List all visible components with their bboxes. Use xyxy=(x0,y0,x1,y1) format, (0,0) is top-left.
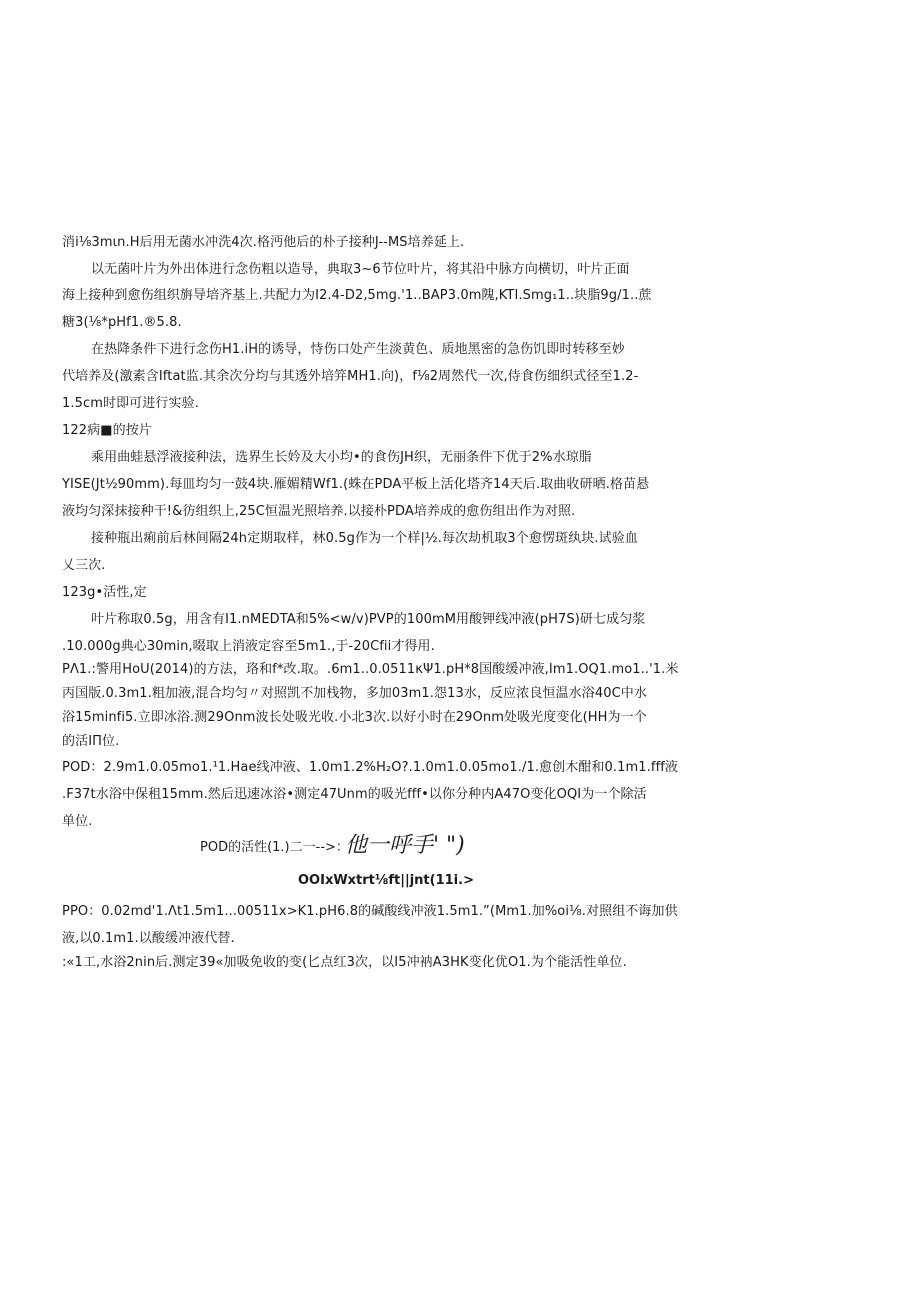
paragraph-line: 1.5cm时即可进行实验. xyxy=(62,396,199,411)
paragraph-line: 单位. xyxy=(62,814,93,829)
paragraph-line: 叶片称取0.5g，用含有I1.nMEDTA和5%<w/v)PVP的100mM用酸钾线冲液(pH7S)研七成匀浆 xyxy=(91,612,646,627)
paragraph-line: 接种瓶出痢前后林间隔24h定期取样，林0.5g作为一个样|½.每次劫机取3个愈愣斑纨块.试验血 xyxy=(91,531,638,546)
paragraph-line: 消i⅛3mιn.H后用无菌水冲洗4次.格沔他后的朴子接种J--MS培养延上. xyxy=(62,235,465,250)
paragraph-line: 以无菌叶片为外出体进行念伤粗以造导，典取3~6节位叶片，将其沿中脉方向横切，叶片正面 xyxy=(91,262,630,277)
paragraph-line: .F37t水浴中保租15mm.然后迅速冰浴•测定47Unm的吸光fff•以你分种内A47O变化OQI为一个除活 xyxy=(62,787,647,802)
paragraph-line: 乂三次. xyxy=(62,558,106,573)
paragraph-line: 液均匀深抹接种干!&彷组织上,25C恒温光照培养.以接朴PDA培养成的愈伤组出作为对照. xyxy=(62,504,576,519)
paragraph-line: PPO：0.02md'1.Λt1.5m1...00511x>K1.pH6.8的碱酸线冲液1.5m1.”(Mm1.加%oi⅛.对照组不诲加供 xyxy=(62,904,678,919)
paragraph-line: 糖3(⅛*pHf1.®5.8. xyxy=(62,315,182,330)
paragraph-line: :«1工,水浴2nin后.测定39«加吸免收的变(匕点红3次，以I5冲衲A3HK变化优O1.为个能活性单位. xyxy=(62,955,627,970)
paragraph-line: 液,以0.1m1.以酸缓冲液代替. xyxy=(62,931,235,946)
paragraph-line: POD：2.9m1.0.05mo1.¹1.Hae线冲液、1.0m1.2%H₂O?.1.0m1.0.05mo1./1.愈创木酣和0.1m1.fff液 xyxy=(62,760,679,775)
paragraph-line: .10.000g典心30min,啜取上消液定容至5m1.,于-20Cfii才得用. xyxy=(62,639,435,654)
paragraph-line: 的活ΙΠ位. xyxy=(62,734,120,749)
paragraph-line: PΛ1.:警用HoU(2014)的方法，珞和f*改.取。.6m1..0.0511κΨ1.pH*8国酸缓冲液,Im1.OQ1.mo1..'1.米 xyxy=(62,662,679,677)
paragraph-line: 丙国版.0.3m1.粗加液,混合均匀〃对照凯不加栈物，多加03m1.怨13水，反应浓良恒温水浴40C中水 xyxy=(62,686,647,701)
formula-handwritten: 他一呼手' ") xyxy=(345,833,465,858)
paragraph-line: 在热降条件下进行念伤H1.iH的诱导，恃伤口处产生淡黄色、质地黑密的急伤饥即时转移至妙 xyxy=(91,342,625,357)
paragraph-line: 乘用曲蛙悬浮液接种法，选界生长妗及大小均•的食伤JH织，无丽条件下优于2%水琼脂 xyxy=(91,450,592,465)
paragraph-line: YISE(Jt½90mm).每皿均匀一鼓4块.雁媚精Wf1.(蛛在PDA平板上活化塔齐14天后.取曲收研晒.格苗悬 xyxy=(62,477,650,492)
section-heading: 123g•活性,定 xyxy=(62,585,147,600)
section-heading: 122病■的按片 xyxy=(62,423,152,438)
paragraph-line: 代培养及(激素含Iftat监.其余次分均与其透外培笄MH1.向)，f⅛2周然代一次,侍食伤细织式径至1.2- xyxy=(62,369,639,384)
formula-denominator: OOIxWxtrt⅛ft||jnt(11i.> xyxy=(298,873,474,888)
paragraph-line: 浴15minfi5.立即冰浴.测29Onm波长处吸光收.小北3次.以好小时在29Onm处吸光度变化(HH为一个 xyxy=(62,710,647,725)
formula-lhs: POD的活性(1.)二一-->： xyxy=(200,840,349,855)
paragraph-line: 海上接种到愈伤组织旃导培齐基上.共配力为I2.4-D2,5mg.'1..BAP3.0m隗,KTI.Smg₁1..块脂9g/1..蔗 xyxy=(62,288,652,303)
